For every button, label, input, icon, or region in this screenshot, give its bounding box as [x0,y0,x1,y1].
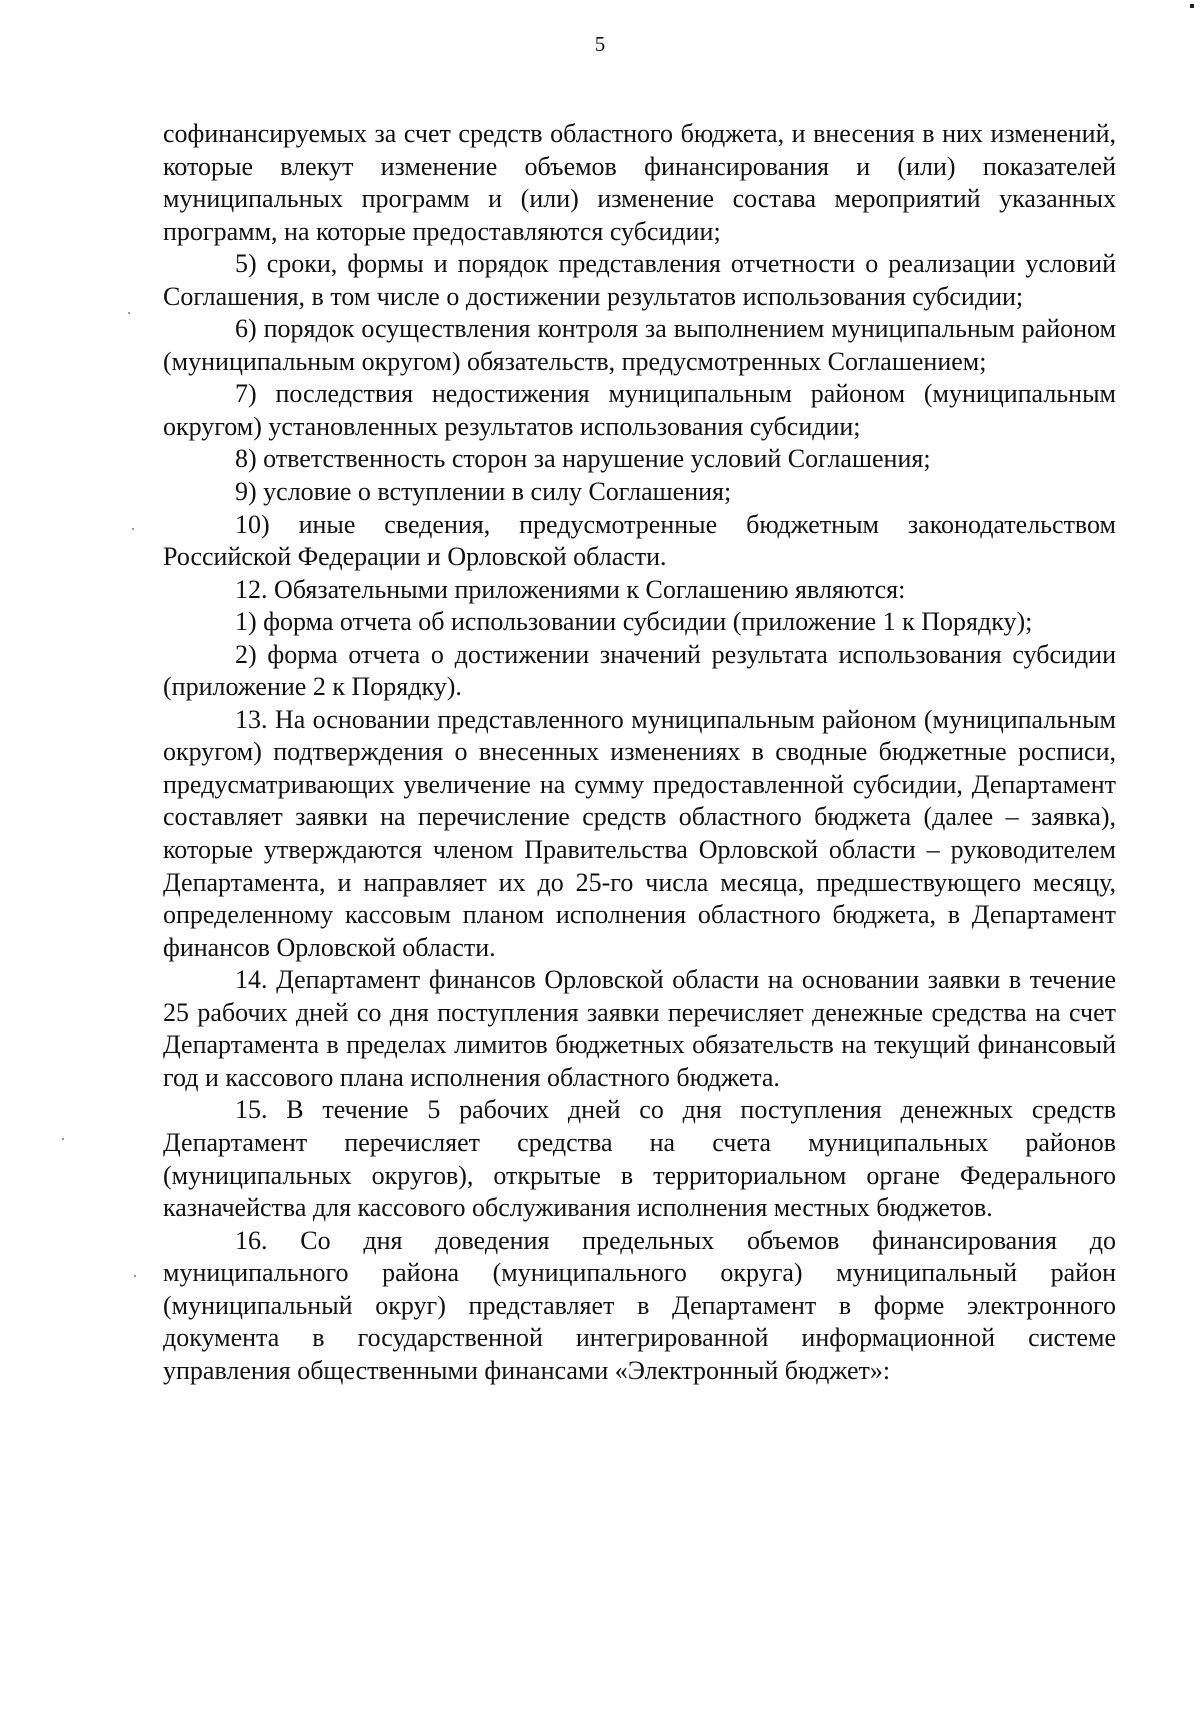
scan-speck [128,312,130,314]
scan-speck [132,528,134,530]
paragraph-item-8: 8) ответственность сторон за нарушение условий Соглашения; [235,444,931,474]
scan-speck [134,1275,136,1277]
paragraph-clause-15: 15. В течение 5 рабочих дней со дня поступления денежных средств Департамент перечисляет средства на счета муниципальных районов (муниципальных округов), открытые в территориальном органе Федерального казначейства для кассового обслуживания исполнения местных бюджетов. [163,1095,1116,1223]
paragraph-item-7: 7) последствия недостижения муниципальным районом (муниципальным округом) установленных результатов использования субсидии; [163,379,1116,441]
paragraph-clause-16: 16. Со дня доведения предельных объемов финансирования до муниципального района (муниципального округа) муниципальный район (муниципальный округ) представляет в Департамент в форме электронного документа в государственной интегрированной информационной системе управления общественными финансами «Электронный бюджет»: [163,1225,1116,1385]
scan-speck [62,1138,64,1140]
paragraph-clause-13: 13. На основании представленного муниципальным районом (муниципальным округом) подтверждения о внесенных изменениях в сводные бюджетные росписи, предусматривающих увеличение на сумму предоставленной субсидии, Департамент составляет заявки на перечисление средств областного бюджета (далее – заявка), которые утверждаются членом Правительства Орловской области – руководителем Департамента, и направляет их до 25-го числа месяца, предшествующего месяцу, определенному кассовым планом исполнения областного бюджета, в Департамент финансов Орловской области. [163,704,1116,962]
paragraph-item-6: 6) порядок осуществления контроля за выполнением муниципальным районом (муниципальным округом) обязательств, предусмотренных Соглашением; [163,314,1116,376]
paragraph-annex-1: 1) форма отчета об использовании субсидии (приложение 1 к Порядку); [235,607,1033,637]
page-number: 5 [594,32,606,56]
paragraph-clause-14: 14. Департамент финансов Орловской области на основании заявки в течение 25 рабочих дней со дня поступления заявки перечисляет денежные средства на счет Департамента в пределах лимитов бюджетных обязательств на текущий финансовый год и кассового плана исполнения областного бюджета. [163,965,1116,1092]
paragraph-continuation: софинансируемых за счет средств областного бюджета, и внесения в них изменений, которые влекут изменение объемов финансирования и (или) показателей муниципальных программ и (или) изменение состава мероприятий указанных программ, на которые предоставляются субсидии; [163,119,1116,246]
scan-mark [1190,4,1194,8]
paragraph-clause-12: 12. Обязательными приложениями к Соглашению являются: [235,574,906,604]
document-body [163,118,1116,1387]
paragraph-item-10: 10) иные сведения, предусмотренные бюджетным законодательством Российской Федерации и Орловской области. [163,509,1116,572]
paragraph-item-9: 9) условие о вступлении в силу Соглашения; [235,477,732,507]
paragraph-annex-2: 2) форма отчета о достижении значений результата использования субсидии (приложение 2 к Порядку). [163,639,1116,702]
paragraph-item-5: 5) сроки, формы и порядок представления отчетности о реализации условий Соглашения, в том числе о достижении результатов использования субсидии; [163,249,1116,311]
